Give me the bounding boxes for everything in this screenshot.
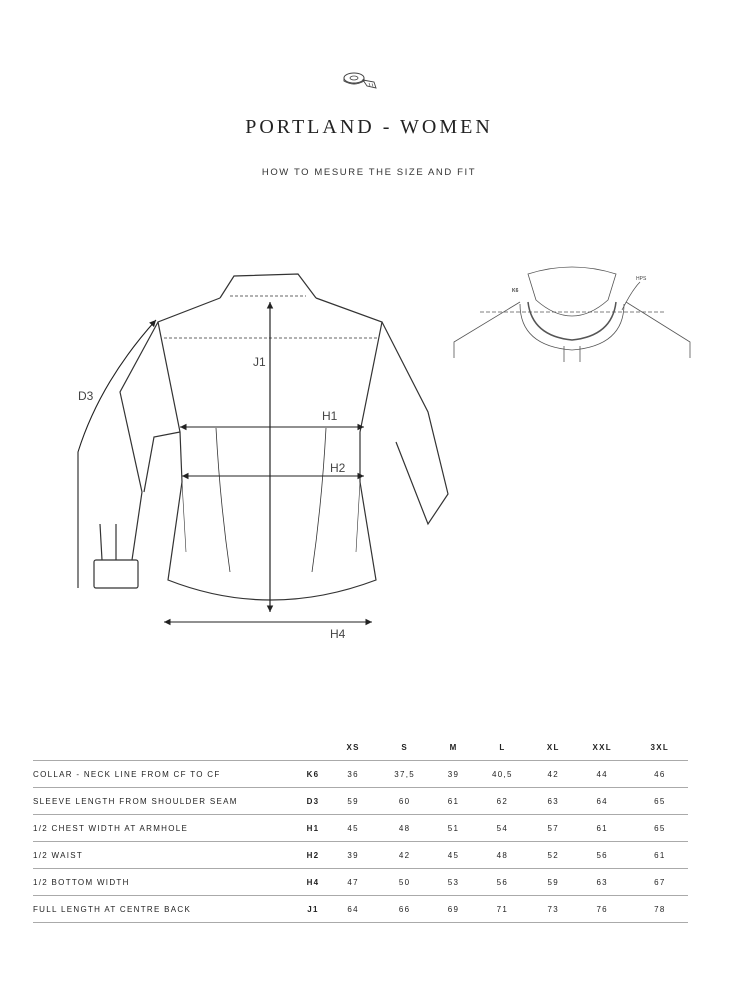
size-value: 56 — [471, 869, 534, 896]
size-value: 65 — [632, 815, 688, 842]
page-title: PORTLAND - WOMEN — [245, 116, 493, 138]
size-value: 50 — [373, 869, 436, 896]
label-hps: HPS — [636, 276, 647, 282]
row-code: J1 — [293, 896, 333, 923]
row-label: COLLAR - NECK LINE FROM CF TO CF — [33, 761, 293, 788]
size-value: 45 — [436, 842, 471, 869]
size-value: 61 — [436, 788, 471, 815]
size-value: 59 — [333, 788, 373, 815]
size-value: 53 — [436, 869, 471, 896]
size-value: 44 — [573, 761, 632, 788]
table-row — [33, 788, 688, 815]
size-value: 64 — [333, 896, 373, 923]
size-value: 57 — [534, 815, 573, 842]
size-value: 54 — [471, 815, 534, 842]
size-value: 40,5 — [471, 761, 534, 788]
table-row — [33, 869, 688, 896]
size-value: 45 — [333, 815, 373, 842]
size-value: 39 — [333, 842, 373, 869]
row-code: H1 — [293, 815, 333, 842]
size-header: M — [436, 734, 471, 761]
size-value: 69 — [436, 896, 471, 923]
size-value: 63 — [573, 869, 632, 896]
label-k6: K6 — [512, 288, 519, 294]
row-label: 1/2 CHEST WIDTH AT ARMHOLE — [33, 815, 293, 842]
size-value: 71 — [471, 896, 534, 923]
row-code: H4 — [293, 869, 333, 896]
label-h2: H2 — [330, 461, 346, 475]
shirt-measurement-diagram — [60, 262, 460, 652]
size-value: 66 — [373, 896, 436, 923]
measuring-tape-icon — [340, 68, 380, 90]
label-j1: J1 — [253, 355, 266, 369]
size-value: 61 — [632, 842, 688, 869]
size-chart-table — [33, 734, 688, 923]
size-header: 3XL — [632, 734, 688, 761]
row-label: 1/2 BOTTOM WIDTH — [33, 869, 293, 896]
size-value: 36 — [333, 761, 373, 788]
table-row — [33, 761, 688, 788]
collar-detail-diagram — [450, 262, 695, 372]
size-value: 39 — [436, 761, 471, 788]
size-value: 62 — [471, 788, 534, 815]
page-subtitle: HOW TO MESURE THE SIZE AND FIT — [261, 167, 477, 178]
row-code: H2 — [293, 842, 333, 869]
size-header: S — [373, 734, 436, 761]
size-header: XL — [534, 734, 573, 761]
size-value: 61 — [573, 815, 632, 842]
row-code: D3 — [293, 788, 333, 815]
size-value: 48 — [471, 842, 534, 869]
header-label-cell — [33, 734, 293, 761]
size-value: 47 — [333, 869, 373, 896]
size-header: XS — [333, 734, 373, 761]
size-header-row — [33, 734, 688, 761]
table-row — [33, 815, 688, 842]
label-d3: D3 — [78, 389, 94, 403]
size-value: 63 — [534, 788, 573, 815]
size-value: 67 — [632, 869, 688, 896]
label-h1: H1 — [322, 409, 338, 423]
size-value: 65 — [632, 788, 688, 815]
size-value: 37,5 — [373, 761, 436, 788]
size-header: L — [471, 734, 534, 761]
size-value: 52 — [534, 842, 573, 869]
size-value: 64 — [573, 788, 632, 815]
size-value: 42 — [373, 842, 436, 869]
size-value: 73 — [534, 896, 573, 923]
size-value: 76 — [573, 896, 632, 923]
size-value: 60 — [373, 788, 436, 815]
size-header: XXL — [573, 734, 632, 761]
table-row — [33, 842, 688, 869]
size-value: 48 — [373, 815, 436, 842]
row-label: FULL LENGTH AT CENTRE BACK — [33, 896, 293, 923]
row-code: K6 — [293, 761, 333, 788]
header-code-cell — [293, 734, 333, 761]
size-value: 42 — [534, 761, 573, 788]
size-value: 56 — [573, 842, 632, 869]
row-label: 1/2 WAIST — [33, 842, 293, 869]
table-row — [33, 896, 688, 923]
row-label: SLEEVE LENGTH FROM SHOULDER SEAM — [33, 788, 293, 815]
size-value: 59 — [534, 869, 573, 896]
label-h4: H4 — [330, 627, 346, 641]
size-value: 46 — [632, 761, 688, 788]
size-value: 78 — [632, 896, 688, 923]
size-value: 51 — [436, 815, 471, 842]
